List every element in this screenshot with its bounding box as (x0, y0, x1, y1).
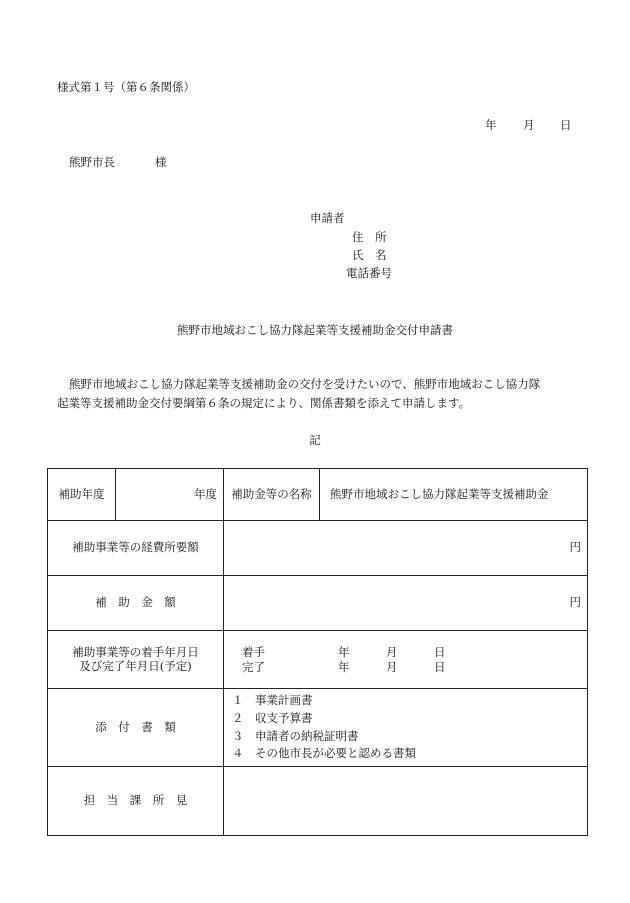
end-label: 完了 (242, 659, 265, 674)
fiscal-year-label: 補助年度 (48, 469, 116, 521)
subsidy-amount-label: 補 助 金 額 (48, 576, 224, 631)
fiscal-year-field[interactable] (116, 469, 224, 521)
document-title: 熊野市地域おこし協力隊起業等支援補助金交付申請書 (177, 323, 453, 337)
fiscal-year-suffix: 年度 (194, 486, 217, 501)
attachment-item: ２ 収支予算書 (232, 710, 313, 725)
row-required-cost (48, 521, 588, 576)
applicant-name-label: 氏 名 (352, 248, 387, 262)
attachment-item: １ 事業計画書 (232, 692, 313, 707)
row-schedule (48, 631, 588, 689)
start-year-label: 年 (338, 644, 350, 659)
application-table (47, 468, 588, 836)
end-day-label: 日 (434, 659, 446, 674)
attachments-list (224, 689, 588, 767)
row-department-opinion (48, 767, 588, 836)
attachment-item: ３ 申請者の納税証明書 (232, 728, 359, 743)
subsidy-amount-field[interactable] (224, 576, 588, 631)
schedule-label (48, 631, 224, 689)
subsidy-name-label: 補助金等の名称 (224, 469, 320, 521)
start-date-line (224, 645, 587, 660)
body-text-line-2: 起業等支援補助金交付要綱第６条の規定により、関係書類を添えて申請します。 (57, 396, 471, 410)
body-text-line-1: 熊野市地域おこし協力隊起業等支援補助金の交付を受けたいので、熊野市地域おこし協力隊 (69, 377, 541, 391)
ki-heading: 記 (309, 433, 321, 447)
end-month-label: 月 (386, 659, 398, 674)
start-day-label: 日 (434, 644, 446, 659)
schedule-label-line-1: 補助事業等の着手年月日 (72, 645, 199, 660)
applicant-label: 申請者 (310, 211, 345, 225)
row-subsidy-amount (48, 576, 588, 631)
start-month-label: 月 (386, 644, 398, 659)
end-year-label: 年 (338, 659, 350, 674)
required-cost-label: 補助事業等の経費所要額 (48, 521, 224, 576)
date-day-label: 日 (560, 118, 572, 132)
required-cost-field[interactable] (224, 521, 588, 576)
date-month-label: 月 (523, 118, 535, 132)
required-cost-unit: 円 (569, 540, 581, 555)
attachments-label: 添 付 書 類 (48, 689, 224, 767)
department-opinion-field[interactable] (224, 767, 588, 836)
applicant-address-label: 住 所 (352, 230, 387, 244)
addressee-name: 熊野市長 (69, 155, 115, 169)
applicant-phone-label: 電話番号 (346, 266, 392, 280)
attachment-item: ４ その他市長が必要と認める書類 (232, 746, 416, 761)
end-date-line (224, 660, 587, 675)
row-fiscal-year (48, 469, 588, 521)
date-year-label: 年 (485, 118, 497, 132)
start-label: 着手 (242, 644, 265, 659)
subsidy-name-value: 熊野市地域おこし協力隊起業等支援補助金 (320, 469, 588, 521)
subsidy-amount-unit: 円 (569, 595, 581, 610)
row-attachments (48, 689, 588, 767)
addressee-honorific: 様 (155, 155, 167, 169)
schedule-field[interactable] (224, 631, 588, 689)
department-opinion-label: 担 当 課 所 見 (48, 767, 224, 836)
form-number: 様式第１号（第６条関係） (57, 80, 195, 94)
schedule-label-line-2: 及び完了年月日(予定) (79, 658, 192, 673)
